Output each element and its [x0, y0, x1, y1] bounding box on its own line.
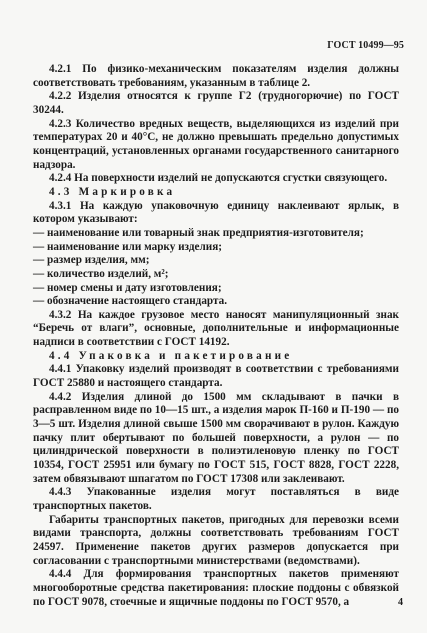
- paragraph-4-3-2: 4.3.2 На каждое грузовое место наносят манипуляционный знак “Беречь от влаги”, основные, дополнительные и информационные надписи в соответствии с ГОСТ 14192.: [33, 308, 399, 349]
- list-item: — количество изделий, м²;: [33, 267, 169, 280]
- list-item: — наименование или марку изделия;: [33, 240, 222, 253]
- document-header: ГОСТ 10499—95: [327, 40, 404, 51]
- page-number: 4: [398, 597, 403, 608]
- paragraph-4-2-4: 4.2.4 На поверхности изделий не допускаются сгустки связующего.: [49, 172, 388, 185]
- list-item: — номер смены и дату изготовления;: [33, 281, 222, 294]
- section-heading-marking: 4.3 Маркировка: [49, 185, 176, 198]
- paragraph-4-4-1: 4.4.1 Упаковку изделий производят в соответствии с требованиями ГОСТ 25880 и настоящего стандарта.: [33, 363, 399, 390]
- paragraph-4-4-4: 4.4.4 Для формирования транспортных пакетов применяют многооборотные средства пакетирования: плоские поддоны с обвязкой по ГОСТ 9078, стоечные и ящичные поддоны по ГОСТ 9570, а: [33, 568, 399, 608]
- list-item: — размер изделия, мм;: [33, 254, 150, 267]
- section-heading-packaging: 4.4 Упаковка и пакетирование: [49, 349, 293, 362]
- paragraph-4-3-1: 4.3.1 На каждую упаковочную единицу наклеивают ярлык, в котором указывают:: [33, 199, 399, 226]
- paragraph-4-2-2: 4.2.2 Изделия относятся к группе Г2 (трудногорючие) по ГОСТ 30244.: [33, 90, 399, 116]
- paragraph-4-4-3: 4.4.3 Упакованные изделия могут поставляться в виде транспортных пакетов.: [33, 486, 399, 512]
- paragraph-4-2-3: 4.2.3 Количество вредных веществ, выделяющихся из изделий при температурах 20 и 40°С, не должно превышать предельно допустимых концентраций, установленных органами государственного санитарного надзора.: [33, 117, 399, 171]
- paragraph-transport-dimensions: Габариты транспортных пакетов, пригодных для перевозки всеми видами транспорта, должны соответствовать требованиям ГОСТ 24597. Применение пакетов других размеров допускается при согласовании с транспортными министерствами (ведомствами).: [33, 513, 399, 567]
- list-item: — наименование или товарный знак предприятия-изготовителя;: [33, 226, 364, 239]
- paragraph-4-4-2: 4.4.2 Изделия длиной до 1500 мм складывают в пачки в расправленном виде по 10—15 шт., а изделия марок П-160 и П-190 — по 3—5 шт. Изделия длиной свыше 1500 мм сворачивают в рулон. Каждую пачку плит обертывают по большей поверхности, а рулон — по цилиндрической поверхности в полиэтиленовую пленку по ГОСТ 10354, ГОСТ 25951 или бумагу по ГОСТ 515, ГОСТ 8828, ГОСТ 2228, затем обвязывают шпагатом по ГОСТ 17308 или заклеивают.: [33, 390, 399, 485]
- document-body: [33, 63, 399, 609]
- list-item: — обозначение настоящего стандарта.: [33, 295, 228, 308]
- paragraph-4-2-1: 4.2.1 По физико-механическим показателям изделия должны соответствовать требованиям, указанным в таблице 2.: [33, 63, 399, 89]
